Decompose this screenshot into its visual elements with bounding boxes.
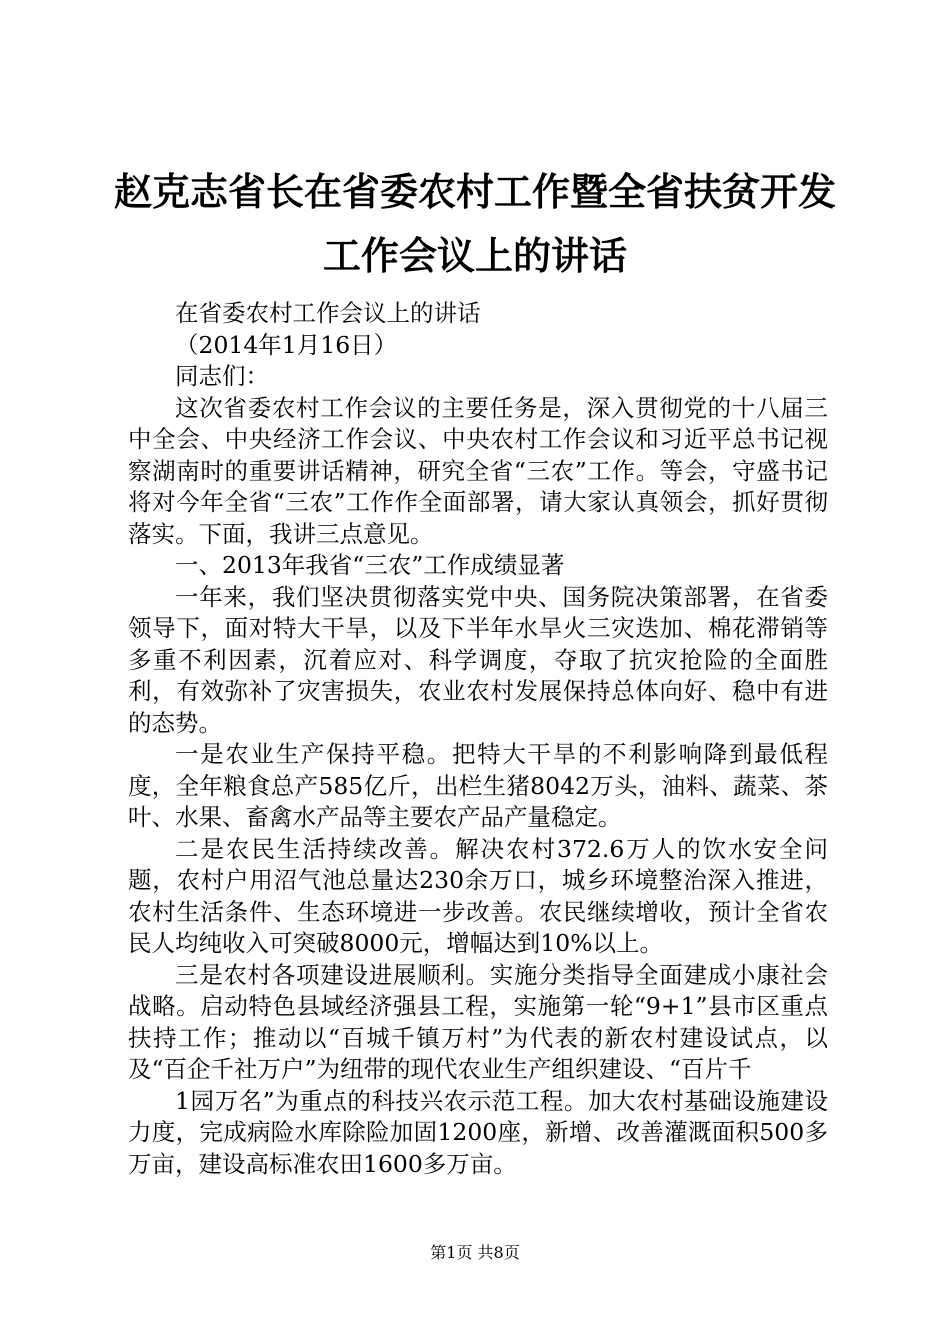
section-heading: 一、2013年我省“三农”工作成绩显著: [175, 551, 565, 579]
page-footer: 第1页 共8页: [430, 1243, 520, 1262]
document-title: 赵克志省长在省委农村工作暨全省扶贫开发工作会议上的讲话: [113, 170, 836, 278]
paragraph: 1园万名”为重点的科技兴农示范工程。加大农村基础设施建设力度，完成病险水库除险加固1200座，新增、改善灌溉面积500多万亩，建设高标准农田1600多万亩。: [128, 1086, 828, 1178]
subtitle: 在省委农村工作会议上的讲话: [175, 299, 481, 327]
paragraph: 二是农民生活持续改善。解决农村372.6万人的饮水安全问题，农村户用沼气池总量达230余万口，城乡环境整治深入推进，农村生活条件、生态环境进一步改善。农民继续增收，预计全省农民人均纯收入可突破8000元，增幅达到10%以上。: [128, 834, 828, 957]
paragraph: 一年来，我们坚决贯彻落实党中央、国务院决策部署，在省委领导下，面对特大干旱，以及下半年水旱火三灾迭加、棉花滞销等多重不利因素，沉着应对、科学调度，夺取了抗灾抢险的全面胜利，有效弥补了灾害损失，农业农村发展保持总体向好、稳中有进的态势。: [128, 582, 828, 737]
date-line: （2014年1月16日）: [175, 330, 398, 359]
paragraph: 这次省委农村工作会议的主要任务是，深入贯彻党的十八届三中全会、中央经济工作会议、中央农村工作会议和习近平总书记视察湖南时的重要讲话精神，研究全省“三农”工作。等会，守盛书记将对今年全省“三农”工作作全面部署，请大家认真领会，抓好贯彻落实。下面，我讲三点意见。: [128, 393, 828, 548]
salutation: 同志们：: [175, 362, 269, 390]
paragraph: 三是农村各项建设进展顺利。实施分类指导全面建成小康社会战略。启动特色县域经济强县工程，实施第一轮“9+1”县市区重点扶持工作；推动以“百城千镇万村”为代表的新农村建设试点，以及“百企千社万户”为纽带的现代农业生产组织建设、“百片千: [128, 960, 828, 1083]
document-body: [128, 298, 828, 1180]
paragraph: 一是农业生产保持平稳。把特大干旱的不利影响降到最低程度，全年粮食总产585亿斤，出栏生猪8042万头，油料、蔬菜、茶叶、水果、畜禽水产品等主要农产品产量稳定。: [128, 740, 828, 831]
